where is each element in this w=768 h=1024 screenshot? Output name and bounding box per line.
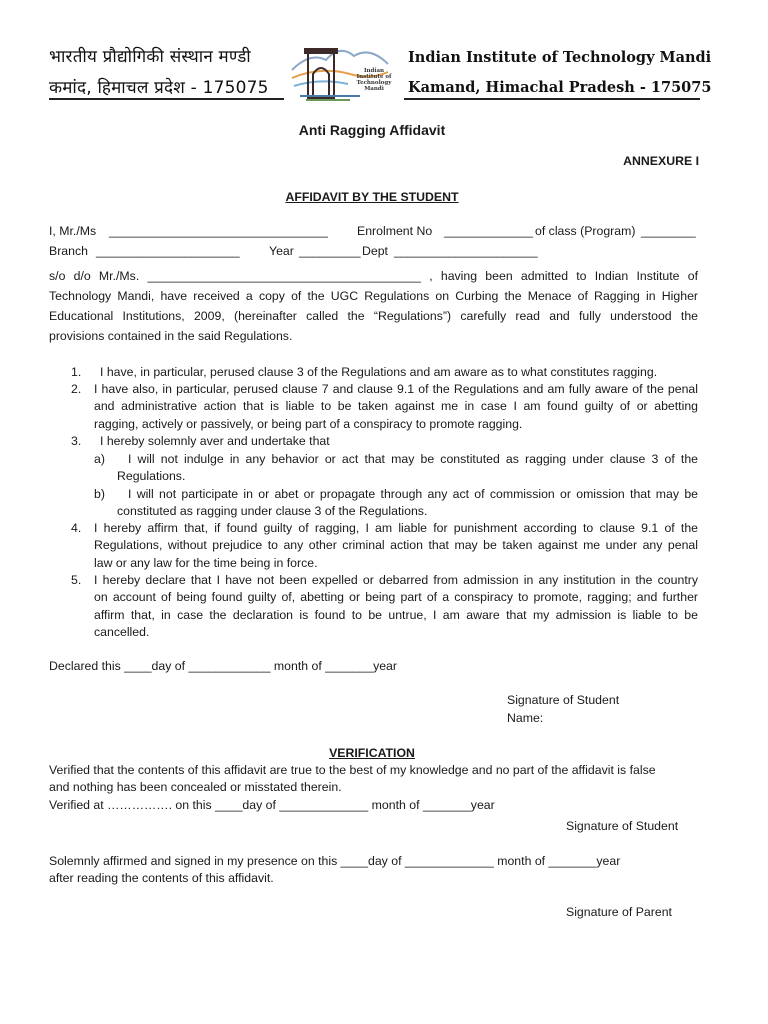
signature-of-student-label: Signature of Student — [507, 693, 620, 707]
verification-line: and nothing has been concealed or misstated therein. — [49, 780, 342, 795]
year-label: Year — [269, 244, 294, 258]
clause-line: constituted as ragging under clause 3 of the Regulations. — [117, 504, 428, 518]
clause-number: 2. — [71, 382, 82, 396]
clause-number: 4. — [71, 521, 82, 535]
class-input[interactable]: ________ — [641, 224, 696, 238]
header-rule-right — [404, 98, 700, 100]
student-name-label: Name: — [507, 711, 544, 725]
hindi-institute-name: भारतीय प्रौद्योगिकी संस्थान मण्डी — [49, 47, 251, 67]
clause-line: on account of being found guilty of, abetting or being part of a conspiracy to promote, ragging; and further — [94, 590, 698, 605]
enrolment-label: Enrolment No — [357, 224, 433, 238]
intro-line: Technology Mandi, have received a copy of the UGC Regulations on Curbing the Menace of Ragging in Higher — [49, 289, 698, 303]
logo-caption-line: Mandi — [364, 86, 384, 92]
clause-5 — [94, 572, 698, 642]
verification-heading: VERIFICATION — [329, 746, 415, 760]
intro-line: Educational Institutions, 2009, (hereinafter called the “Regulations”) carefully read and fully understood the — [49, 309, 698, 323]
clause-line: I have also, in particular, perused clause 7 and clause 9.1 of the Regulations and am fully aware of the penal — [94, 382, 698, 396]
english-address: Kamand, Himachal Pradesh - 175075 — [408, 79, 712, 96]
clause-line: I hereby affirm that, if found guilty of ragging, I am liable for punishment according to clause 9.1 of the — [94, 521, 698, 535]
subclause-a — [128, 451, 698, 468]
clause-line: and administrative action that is liable to be taken against me in case I am found guilty of or abetting — [94, 399, 698, 414]
clause-number: 1. — [71, 365, 82, 379]
english-institute-name: Indian Institute of Technology Mandi — [408, 49, 712, 66]
header-rule-left — [49, 98, 284, 100]
logo-caption-line: Institute of — [356, 74, 392, 80]
student-details-row-2 — [49, 243, 698, 260]
clause-line: I hereby solemnly aver and undertake that — [100, 434, 330, 448]
annexure-label: ANNEXURE I — [623, 154, 699, 168]
subclause-b-cont — [117, 503, 697, 520]
clause-line: affirm that, in case the declaration is found to be untrue, I am aware that my admission is liable to be — [94, 607, 698, 622]
branch-input[interactable]: _____________________ — [96, 244, 240, 258]
clause-line: I have, in particular, perused clause 3 of the Regulations and am aware as to what constitutes ragging. — [100, 365, 658, 379]
clause-number: 5. — [71, 573, 82, 587]
parent-signature-label: Signature of Parent — [566, 905, 672, 919]
subclause-letter: a) — [94, 452, 105, 466]
enrolment-input[interactable]: _____________ — [444, 224, 533, 238]
page-title: Anti Ragging Affidavit — [298, 122, 446, 138]
clause-4 — [94, 520, 698, 572]
name-input[interactable]: ________________________________ — [109, 224, 328, 238]
declared-line[interactable]: Declared this ____day of ____________ month of _______year — [49, 659, 397, 673]
clause-line: cancelled. — [94, 625, 150, 640]
affirmation-text — [49, 853, 698, 888]
subclause-b — [128, 486, 698, 503]
verification-text — [49, 762, 698, 814]
intro-line: provisions contained in the said Regulations. — [49, 329, 293, 343]
clause-2 — [94, 381, 698, 433]
logo-caption — [350, 68, 398, 92]
name-label: I, Mr./Ms — [49, 224, 97, 238]
intro-paragraph — [49, 266, 698, 346]
affirmation-fill-line[interactable]: Solemnly affirmed and signed in my presence on this ____day of _____________ month of _______year — [49, 854, 621, 868]
verification-fill-line[interactable]: Verified at ……………. on this ____day of _____________ month of _______year — [49, 797, 495, 812]
clause-line: ragging, actively or passively, or being part of a conspiracy to promote ragging. — [94, 416, 523, 431]
subclause-a-cont — [117, 468, 697, 485]
clause-line: I hereby declare that I have not been expelled or debarred from admission in any institution in the country — [94, 573, 698, 587]
verification-signature-label: Signature of Student — [566, 819, 679, 833]
clause-line: Regulations, without prejudice to any other criminal action that may be taken against me under any penal — [94, 538, 698, 553]
class-label: of class (Program) — [535, 224, 636, 238]
clause-line: I will not indulge in any behavior or act that may be constituted as ragging under clause 3 of the — [128, 452, 698, 466]
clause-number: 3. — [71, 434, 82, 448]
year-input[interactable]: _________ — [299, 244, 361, 258]
student-details-row-1 — [49, 223, 698, 240]
clause-line: Regulations. — [117, 469, 186, 483]
clause-3 — [100, 433, 698, 450]
logo-caption-line: Technology — [356, 80, 392, 86]
verification-line: Verified that the contents of this affidavit are true to the best of my knowledge and no part of the affidavit is false — [49, 763, 656, 777]
intro-line: s/o d/o Mr./Ms. ________________________________________ , having been admitted to Indian Institute of — [49, 269, 698, 283]
logo-caption-line: Indian — [363, 68, 385, 74]
dept-label: Dept — [362, 244, 388, 258]
clause-line: I will not participate in or abet or propagate through any act of commission or omission that may be — [128, 487, 698, 501]
subclause-letter: b) — [94, 487, 105, 501]
clause-1 — [100, 364, 698, 381]
branch-label: Branch — [49, 244, 88, 258]
hindi-address: कमांद, हिमाचल प्रदेश - 175075 — [49, 78, 269, 98]
clause-line: law or any law for the time being in force. — [94, 555, 318, 570]
affidavit-subtitle: AFFIDAVIT BY THE STUDENT — [285, 190, 459, 204]
affirmation-line: after reading the contents of this affidavit. — [49, 871, 274, 886]
dept-input[interactable]: _____________________ — [394, 244, 538, 258]
